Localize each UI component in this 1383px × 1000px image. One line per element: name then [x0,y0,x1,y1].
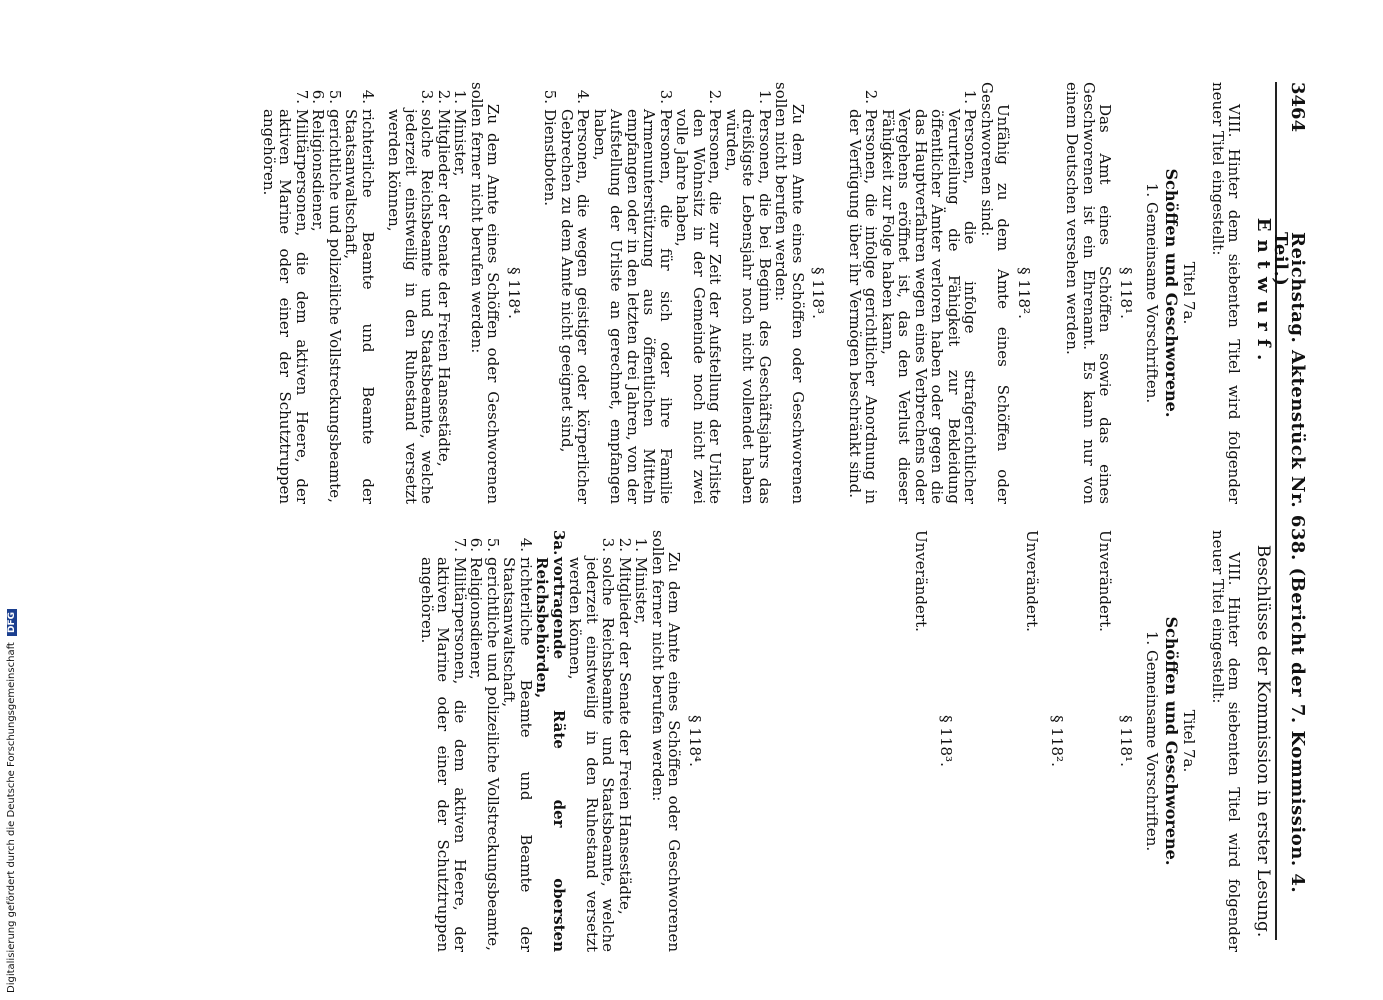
list-item [485,530,502,952]
list-item [310,82,327,504]
paragraph-label: § 118⁴. [686,715,704,767]
title-subject: Schöffen und Geschworene. [1162,616,1181,866]
item-number: 7. [451,537,469,552]
item-number: 1. [961,89,980,104]
footer-note: Digitalisierung gefördert durch die Deutsche Forschungsgemeinschaft [6,642,17,993]
intro-paragraph: VIII. Hinter dem siebenten Titel wird folgender neuer Titel eingestellt: [1209,82,1244,504]
item-text: richterliche Beamte und Beamte der Staatsanwaltschaft, [342,109,377,504]
item-number: 3. [599,537,618,552]
list [261,82,377,504]
paragraph-label: § 118². [1015,267,1033,319]
list-item [534,530,567,952]
item-number: 3. [418,89,437,104]
item-number: 5. [484,537,502,552]
title-label: Titel 7a. [1180,709,1199,773]
intro-paragraph: VIII. Hinter dem siebenten Titel wird folgender neuer Titel eingestellt: [1209,530,1244,952]
item-text: gerichtliche und polizeiliche Vollstreckungsbeamte, [484,557,502,951]
list-item [567,530,617,952]
item-number: 2. [435,89,453,104]
item-text: Personen, die bei Beginn des Geschäftsjahrs das dreißigste Lebensjahr noch nicht vollendet haben würden, [723,109,774,504]
item-number: 1. [632,537,651,552]
list-item [880,82,979,504]
unchanged-note: Unverändert. [1096,530,1115,632]
item-text: Dienstboten. [541,109,560,207]
column-heading: Entwurf. [1253,217,1274,369]
item-text: Militärpersonen, die dem aktiven Heere, der aktiven Marine oder einer der Schutztruppen angehören. [418,557,469,952]
paragraph-label: § 118². [1048,715,1066,767]
dfg-logo: DFG [7,609,17,636]
footer-text-row [6,609,17,993]
paragraph-label: § 118¹. [1117,267,1135,319]
paragraph-intro: Unfähig zu dem Amte eines Schöffen oder Geschworenen sind: [978,82,1013,504]
list-item [617,530,634,952]
list-item [343,82,376,504]
item-text: Personen, die wegen geistiger oder körperlicher Gebrechen zu dem Amte nicht geeignet sind, [558,109,593,504]
item-text: Mitglieder der Senate der Freien Hansestädte, [435,109,453,467]
paragraph-label: § 118⁴. [505,267,523,319]
paragraph-label: § 118³. [809,267,828,319]
item-number: 4. [574,89,593,104]
item-text: Personen, die zur Zeit der Aufstellung der Urliste den Wohnsitz in der Gemeinde noch nicht zwei volle Jahre haben, [673,109,725,504]
paragraph-text: Das Amt eines Schöffen sowie das eines Geschworenen ist ein Ehrenamt. Es kann nur von einem Deutschen versehen werden. [1063,82,1115,504]
item-text: solche Reichsbeamte und Staatsbeamte, welche jederzeit einstweilig in den Ruhestand versetzt werden können, [566,557,618,952]
list-item [501,530,534,952]
item-text: Religionsdiener, [309,109,328,232]
title-label: Titel 7a. [1180,261,1199,325]
list-item [559,82,592,504]
item-text: Personen, die für sich oder ihre Familie Armenunterstützung aus öffentlichen Mitteln empfangen oder in den letzten drei Jahren, von der Aufstellung der Urliste an gerechnet, empfangen haben, [591,109,675,504]
list-item [542,82,559,504]
item-text: Religionsdiener, [467,557,486,680]
item-number: 3. [657,89,675,104]
page-number: 3464 [1287,82,1308,133]
item-number: 1. [756,89,774,104]
list-item [386,82,436,504]
unchanged-note: Unverändert. [1023,530,1042,632]
digitization-footer [0,0,22,1000]
item-text: vortragende Räte der obersten Reichsbehörden, [533,557,568,952]
item-number: 2. [706,89,725,104]
item-number: 3a. [550,530,568,556]
unchanged-note: Unverändert. [912,530,931,632]
section-heading: 1. Gemeinsame Vorschriften. [1143,630,1162,852]
item-text: Minister, [632,557,651,625]
list [542,82,773,504]
item-text: Personen, die infolge gerichtlicher Anordnung in der Verfügung über ihr Vermögen beschränkt sind. [846,109,881,504]
item-number: 2. [616,537,634,552]
item-text: Personen, die infolge strafgerichtlicher Verurteilung die Fähigkeit zur Bekleidung öffentlicher Ämter verloren haben oder gegen die das Hauptverfahren wegen eines Verbrechens oder Vergehens eröffnet ist, das den Verlust dieser Fähigkeit zur Folge haben kann, [879,109,980,504]
list-item [419,530,469,952]
item-number: 2. [862,89,881,104]
list-item [261,82,311,504]
item-text: Mitglieder der Senate der Freien Hansestädte, [616,557,634,915]
item-number: 4. [359,89,377,104]
item-number: 7. [293,89,311,104]
list-item [436,82,453,504]
paragraph-label: § 118³. [937,715,955,767]
list [419,530,650,952]
section-heading: 1. Gemeinsame Vorschriften. [1143,182,1162,404]
item-text: richterliche Beamte und Beamte der Staatsanwaltschaft, [500,557,535,952]
column-resolutions [419,530,1272,952]
paragraph-intro: Zu dem Amte eines Schöffen oder Geschworenen sollen ferner nicht berufen werden: [468,82,503,504]
column-draft [261,82,1272,504]
list-item [327,82,344,504]
title-subject: Schöffen und Geschworene. [1162,168,1181,418]
list [847,82,979,504]
header-title: Reichstag. Aktenstück Nr. 638. (Bericht der 7. Kommission. 4. Teil.) [1270,232,1308,894]
list-item [468,530,485,952]
list-item [452,82,469,504]
paragraph-intro: Zu dem Amte eines Schöffen oder Geschworenen sollen nicht berufen werden: [772,82,807,504]
column-heading: Beschlüsse der Kommission in erster Lesung. [1253,544,1273,938]
item-number: 5. [326,89,344,104]
paragraph-label: § 118¹. [1117,715,1135,767]
item-text: solche Reichsbeamte und Staatsbeamte, welche jederzeit einstweilig in den Ruhestand versetzt werden können, [385,109,437,504]
list-item [724,82,774,504]
item-number: 4. [517,537,535,552]
list-item [847,82,880,504]
paragraph-intro: Zu dem Amte eines Schöffen oder Geschworenen sollen ferner nicht berufen werden: [649,530,684,952]
list-item [674,82,724,504]
running-header [1270,82,1311,940]
item-text: Minister, [451,109,470,177]
list-item [633,530,650,952]
list-item [592,82,675,504]
list [386,82,469,504]
item-number: 5. [541,89,560,104]
item-text: Militärpersonen, die dem aktiven Heere, der aktiven Marine oder einer der Schutztruppen angehören. [260,109,311,504]
item-number: 1. [451,89,470,104]
item-text: gerichtliche und polizeiliche Vollstreckungsbeamte, [326,109,344,503]
item-number: 6. [309,89,328,104]
item-number: 6. [467,537,486,552]
